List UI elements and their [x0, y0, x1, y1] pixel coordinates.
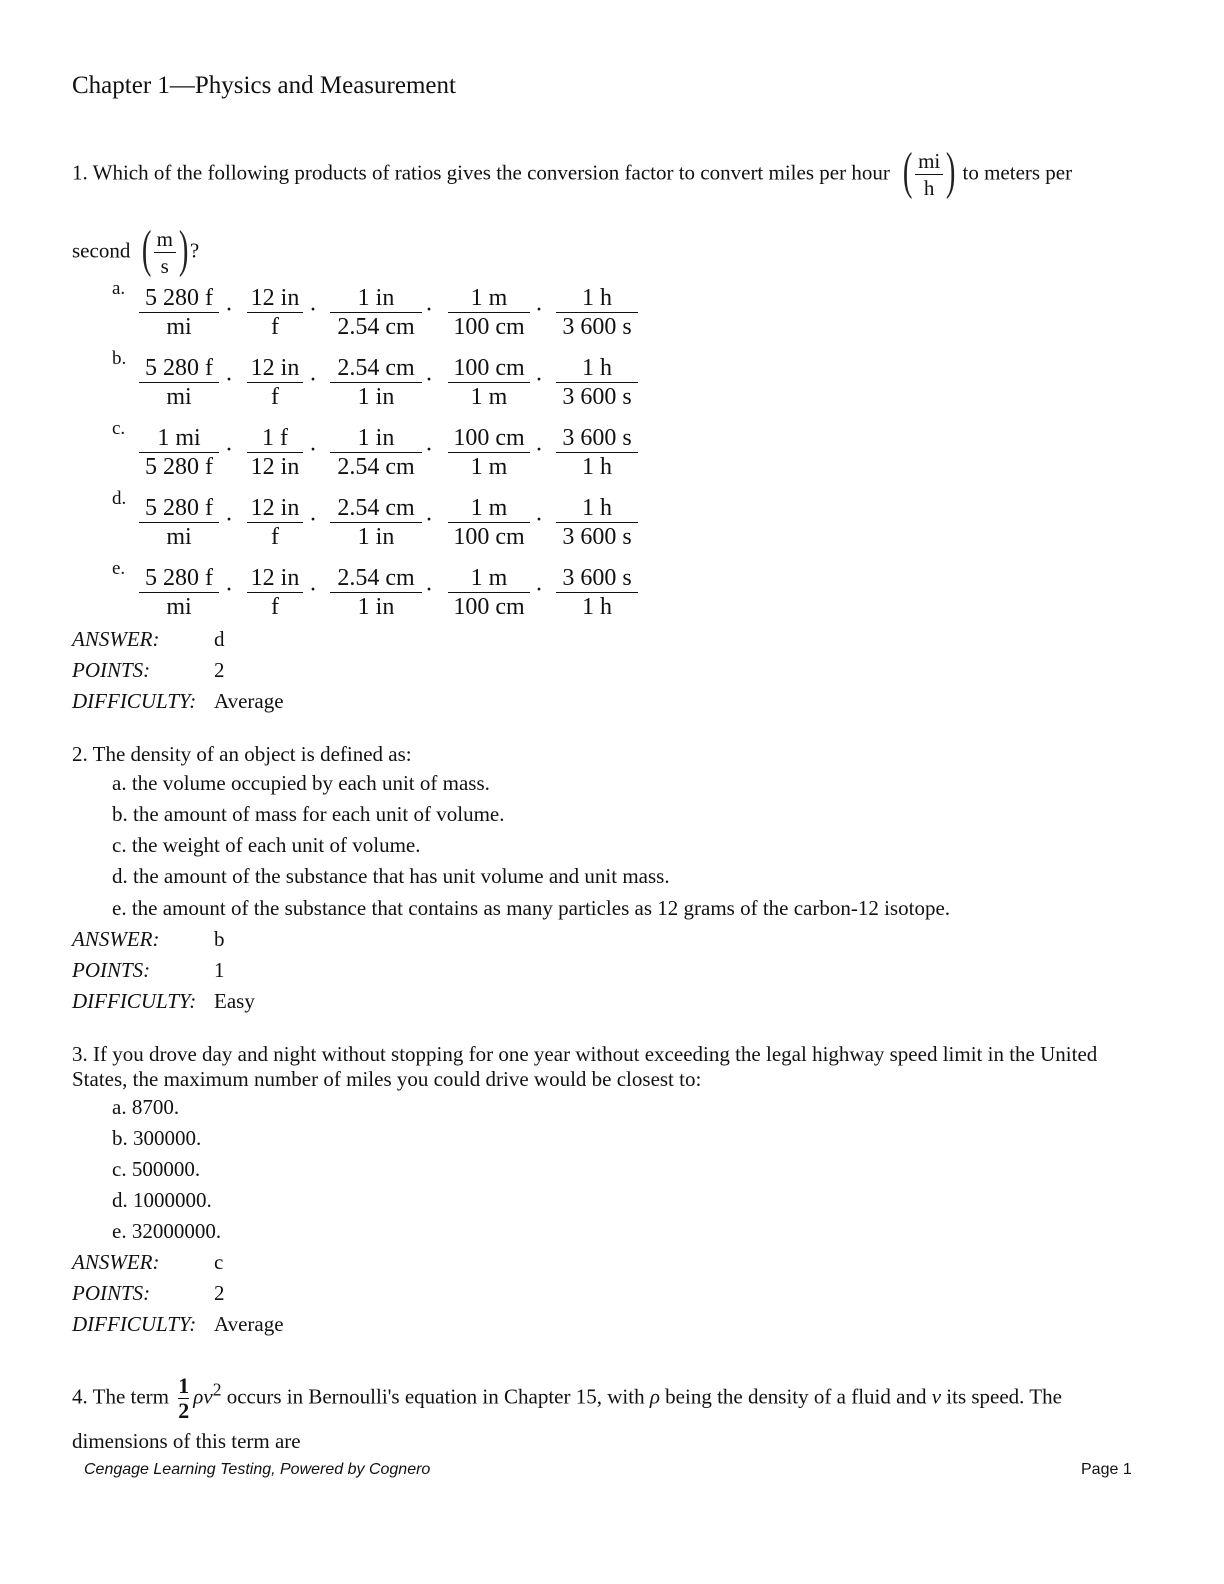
q4-text-mid2: being the density of a fluid and	[665, 1384, 927, 1409]
points-value: 2	[214, 1281, 225, 1305]
q1-text-middle: to meters per	[962, 160, 1073, 185]
fraction-numerator: 5 280 f	[139, 494, 219, 523]
option-letter: a.	[112, 278, 126, 299]
fraction-denominator: 1 m	[470, 454, 508, 480]
multiply-dot: ·	[535, 367, 543, 393]
multiply-dot: ·	[225, 577, 233, 603]
conversion-factor	[247, 284, 303, 341]
multiply-dot: ·	[309, 577, 317, 603]
conversion-factor	[556, 424, 638, 481]
fraction-numerator: 12 in	[247, 354, 303, 383]
q3-choice-c: c. 500000.	[112, 1157, 201, 1181]
q3-prompt: 3. If you drove day and night without stopping for one year without exceeding the legal highway speed limit in the United States, the maximum number of miles you could drive would be closest to:	[72, 1042, 1098, 1091]
fraction-denominator: 1 in	[357, 594, 395, 620]
q2-choice-c: c. the weight of each unit of volume.	[112, 833, 421, 857]
points-label: POINTS:	[72, 958, 151, 982]
answer-label: ANSWER:	[72, 927, 160, 951]
fraction-numerator: 1 in	[330, 424, 422, 453]
fraction	[915, 148, 943, 201]
conversion-factor	[330, 424, 422, 481]
q4-prompt-line1	[72, 1374, 1062, 1423]
conversion-factor	[556, 494, 638, 551]
conversion-factor	[448, 494, 530, 551]
difficulty-label: DIFFICULTY:	[72, 1312, 197, 1336]
conversion-factor	[247, 424, 303, 481]
q1-text-before: 1. Which of the following products of ratios gives the conversion factor to convert miles per hour	[72, 160, 890, 185]
fraction-denominator: 2.54 cm	[337, 454, 415, 480]
v-symbol: v	[203, 1384, 213, 1409]
multiply-dot: ·	[535, 437, 543, 463]
multiply-dot: ·	[535, 507, 543, 533]
points-value: 2	[214, 658, 225, 682]
fraction-denominator: 2.54 cm	[337, 314, 415, 340]
multiply-dot: ·	[225, 437, 233, 463]
fraction-denominator: 5 280 f	[145, 454, 213, 480]
fraction-denominator: 1 in	[357, 524, 395, 550]
answer-value: c	[214, 1250, 224, 1274]
option-letter: d.	[112, 488, 127, 509]
q4-text-end: its speed. The	[946, 1384, 1062, 1409]
rho-symbol: ρ	[193, 1384, 204, 1409]
multiply-dot: ·	[535, 297, 543, 323]
q2-difficulty	[72, 989, 255, 1014]
q1-points	[72, 658, 225, 683]
multiply-dot: ·	[425, 507, 433, 533]
unit-m-per-s	[140, 221, 190, 279]
fraction-numerator: 3 600 s	[556, 564, 638, 593]
right-paren-icon: )	[178, 221, 189, 278]
conversion-factor	[448, 564, 530, 621]
left-paren-icon: (	[902, 143, 913, 200]
fraction-denominator: f	[271, 314, 279, 340]
option-letter: c.	[112, 418, 126, 439]
conversion-factor	[448, 354, 530, 411]
multiply-dot: ·	[425, 437, 433, 463]
fraction-denominator: mi	[166, 314, 192, 340]
fraction-denominator: 1 h	[582, 594, 612, 620]
fraction-denominator: 100 cm	[453, 594, 525, 620]
fraction-denominator: 1 m	[470, 384, 508, 410]
fraction-numerator: 12 in	[247, 564, 303, 593]
fraction-denominator: 3 600 s	[562, 314, 632, 340]
fraction-numerator: 1 h	[556, 494, 638, 523]
option-letter: b.	[112, 348, 127, 369]
multiply-dot: ·	[425, 367, 433, 393]
fraction-numerator: 1	[178, 1373, 190, 1398]
conversion-factor	[139, 494, 219, 551]
fraction-numerator: 12 in	[247, 494, 303, 523]
fraction-numerator: 1 f	[247, 424, 303, 453]
q4-prompt-line2: dimensions of this term are	[72, 1429, 301, 1453]
fraction-denominator: 100 cm	[453, 524, 525, 550]
multiply-dot: ·	[309, 367, 317, 393]
q1-text-second: second	[72, 238, 131, 263]
q1-text-end: ?	[189, 238, 200, 263]
conversion-factor	[247, 354, 303, 411]
fraction-numerator: 100 cm	[448, 424, 530, 453]
answer-value: b	[214, 927, 225, 951]
q2-choice-e: e. the amount of the substance that contains as many particles as 12 grams of the carbon-12 isotope.	[112, 896, 951, 920]
fraction-denominator: 2	[178, 1398, 190, 1423]
conversion-factor	[139, 424, 219, 481]
q3-choice-a: a. 8700.	[112, 1095, 180, 1119]
fraction-numerator: 1 m	[448, 284, 530, 313]
fraction-denominator: f	[271, 594, 279, 620]
q2-choice-b: b. the amount of mass for each unit of volume.	[112, 802, 505, 826]
multiply-dot: ·	[225, 367, 233, 393]
q2-choice-d: d. the amount of the substance that has unit volume and unit mass.	[112, 864, 670, 888]
points-value: 1	[214, 958, 225, 982]
conversion-factor	[330, 354, 422, 411]
fraction-numerator: 3 600 s	[556, 424, 638, 453]
fraction-denominator: 3 600 s	[562, 524, 632, 550]
q3-answer	[72, 1250, 223, 1275]
conversion-factor	[139, 284, 219, 341]
q4-text-start: 4. The term	[72, 1384, 170, 1409]
left-paren-icon: (	[141, 221, 152, 278]
footer-page-number: Page 1	[1081, 1461, 1132, 1478]
conversion-factor	[556, 354, 638, 411]
q4-text-mid: occurs in Bernoulli's equation in Chapter 15, with	[226, 1384, 645, 1409]
conversion-factor	[330, 494, 422, 551]
fraction-denominator: mi	[166, 524, 192, 550]
fraction-numerator: 2.54 cm	[330, 494, 422, 523]
fraction-denominator: 1 h	[582, 454, 612, 480]
multiply-dot: ·	[225, 507, 233, 533]
fraction-numerator: 5 280 f	[139, 564, 219, 593]
fraction-numerator: 5 280 f	[139, 284, 219, 313]
multiply-dot: ·	[309, 437, 317, 463]
fraction-denominator: h	[923, 176, 935, 200]
difficulty-value: Easy	[214, 989, 255, 1013]
q3-choice-d: d. 1000000.	[112, 1188, 212, 1212]
conversion-factor	[330, 564, 422, 621]
answer-value: d	[214, 627, 225, 651]
conversion-factor	[556, 284, 638, 341]
multiply-dot: ·	[309, 507, 317, 533]
fraction-numerator: 2.54 cm	[330, 354, 422, 383]
exponent: 2	[212, 1379, 222, 1400]
unit-mi-per-h	[901, 143, 957, 201]
one-half-fraction	[178, 1374, 189, 1423]
multiply-dot: ·	[225, 297, 233, 323]
footer-credit: Cengage Learning Testing, Powered by Cognero	[84, 1461, 431, 1478]
multiply-dot: ·	[425, 297, 433, 323]
fraction-numerator: 5 280 f	[139, 354, 219, 383]
fraction-denominator: 100 cm	[453, 314, 525, 340]
difficulty-label: DIFFICULTY:	[72, 689, 197, 713]
conversion-factor	[330, 284, 422, 341]
fraction-denominator: f	[271, 384, 279, 410]
fraction-denominator: s	[160, 254, 169, 278]
q3-choice-e: e. 32000000.	[112, 1219, 222, 1243]
fraction-numerator: 2.54 cm	[330, 564, 422, 593]
q2-prompt: 2. The density of an object is defined as:	[72, 742, 412, 766]
q2-answer	[72, 927, 225, 952]
points-label: POINTS:	[72, 1281, 151, 1305]
fraction-numerator: 1 h	[556, 354, 638, 383]
fraction-denominator: mi	[166, 594, 192, 620]
q1-answer	[72, 627, 225, 652]
conversion-factor	[247, 494, 303, 551]
answer-label: ANSWER:	[72, 627, 160, 651]
fraction-numerator: 100 cm	[448, 354, 530, 383]
right-paren-icon: )	[945, 143, 956, 200]
q2-choice-a: a. the volume occupied by each unit of mass.	[112, 771, 490, 795]
conversion-factor	[139, 354, 219, 411]
fraction-numerator: 1 h	[556, 284, 638, 313]
fraction-denominator: 3 600 s	[562, 384, 632, 410]
q3-difficulty	[72, 1312, 284, 1337]
v-symbol: v	[931, 1384, 942, 1409]
conversion-factor	[556, 564, 638, 621]
multiply-dot: ·	[425, 577, 433, 603]
conversion-factor	[448, 284, 530, 341]
option-letter: e.	[112, 558, 126, 579]
fraction-numerator: 1 mi	[139, 424, 219, 453]
q1-prompt-line2	[72, 221, 200, 279]
q3-points	[72, 1281, 225, 1306]
q1-difficulty	[72, 689, 284, 714]
points-label: POINTS:	[72, 658, 151, 682]
page-title: Chapter 1—Physics and Measurement	[72, 72, 456, 99]
difficulty-value: Average	[214, 1312, 284, 1336]
fraction-denominator: f	[271, 524, 279, 550]
conversion-factor	[448, 424, 530, 481]
q1-prompt-line1	[72, 143, 1073, 201]
fraction-numerator: m	[154, 226, 176, 253]
q3-choice-b: b. 300000.	[112, 1126, 202, 1150]
multiply-dot: ·	[309, 297, 317, 323]
rho-symbol: ρ	[649, 1384, 660, 1409]
multiply-dot: ·	[535, 577, 543, 603]
answer-label: ANSWER:	[72, 1250, 160, 1274]
fraction-numerator: mi	[915, 148, 943, 175]
q2-points	[72, 958, 225, 983]
fraction-denominator: 1 in	[357, 384, 395, 410]
difficulty-label: DIFFICULTY:	[72, 989, 197, 1013]
conversion-factor	[139, 564, 219, 621]
fraction-numerator: 1 m	[448, 494, 530, 523]
fraction-denominator: mi	[166, 384, 192, 410]
fraction-denominator: 12 in	[250, 454, 300, 480]
difficulty-value: Average	[214, 689, 284, 713]
fraction	[154, 226, 176, 279]
fraction-numerator: 1 m	[448, 564, 530, 593]
fraction-numerator: 1 in	[330, 284, 422, 313]
fraction-numerator: 12 in	[247, 284, 303, 313]
conversion-factor	[247, 564, 303, 621]
